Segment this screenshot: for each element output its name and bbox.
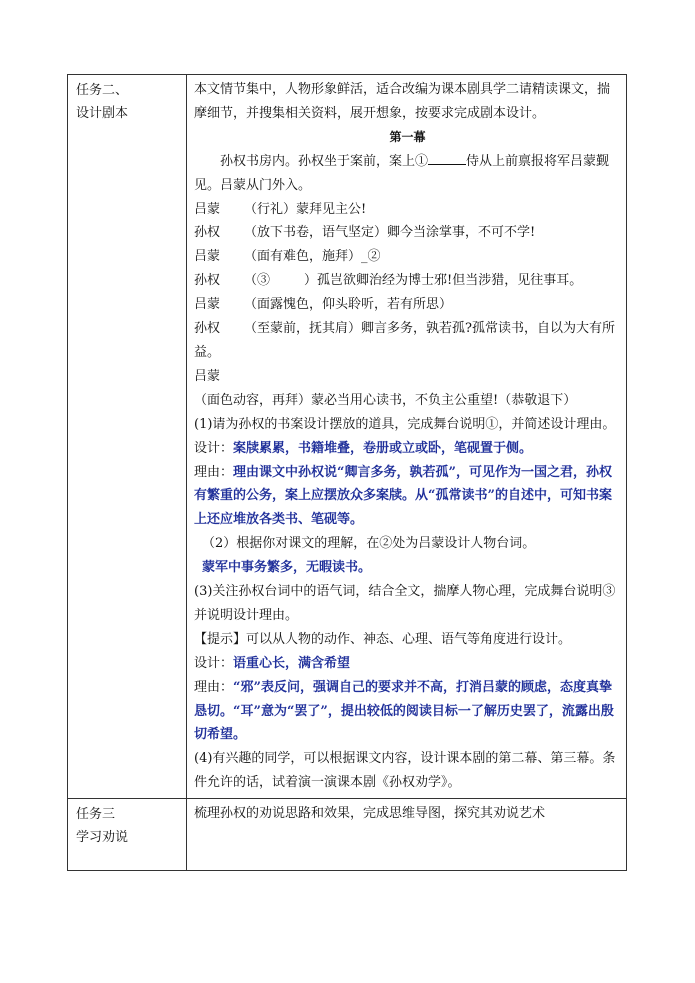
line-text: （面色动容，再拜）蒙必当用心读书，不负主公重望!（恭敬退下） [194, 392, 577, 408]
speaker: 孙权 [194, 321, 221, 337]
task2-title-line1: 任务二、 [76, 83, 129, 98]
line-text-post: ）孤岂欲卿治经为博士邪!但当涉猎，见往事耳。 [304, 273, 583, 289]
line-text: （面有难色，施拜）_② [244, 249, 381, 265]
task2-label-cell [68, 75, 187, 799]
dialogue-line [194, 293, 621, 317]
question-3: (3)关注孙权台词中的语气词，结合全文，揣摩人物心理，完成舞台说明③并说明设计理由。 [194, 584, 616, 623]
task2-row [68, 75, 627, 799]
scene-description [194, 150, 621, 198]
q2-answer: 蒙军中事务繁多，无暇读书。 [202, 560, 372, 576]
reason-label: 理由： [194, 679, 234, 695]
blank-1 [428, 150, 466, 165]
dialogue-line [194, 269, 621, 293]
question-1: (1)请为孙权的书案设计摆放的道具，完成舞台说明①，并简述设计理由。 [194, 416, 616, 432]
act-title: 第一幕 [389, 129, 426, 144]
task3-row [68, 799, 627, 871]
task3-content-cell [187, 799, 627, 871]
reason-label: 理由： [194, 464, 234, 480]
q3-design-answer: 语重心长，满含希望 [233, 655, 351, 671]
q1-reason [194, 461, 621, 533]
speaker: 吕蒙 [194, 368, 221, 384]
scene-pre: 孙权书房内。孙权坐于案前，案上① [220, 153, 429, 169]
q3-reason-answer: “邪”表反问，强调自己的要求并不高，打消吕蒙的顾虑，态度真挚恳切。“耳”意为“罢了”，提出较低的阅读目标一了解历史罢了，流露出殷切希望。 [194, 679, 614, 743]
speaker: 吕蒙 [194, 201, 221, 217]
design-label: 设计： [194, 655, 234, 671]
task3-title-line2: 学习劝说 [76, 830, 129, 846]
speaker: 吕蒙 [194, 297, 221, 313]
task3-label-cell [68, 799, 187, 871]
question-2: （2）根据你对课文的理解，在②处为吕蒙设计人物台词。 [202, 536, 536, 552]
q3-tip: 【提示】可以从人物的动作、神态、心理、语气等角度进行设计。 [194, 631, 572, 647]
design-label: 设计： [194, 440, 234, 456]
scene-post: 侍从上前禀报将军吕蒙觐见。吕蒙从门外入。 [194, 153, 610, 193]
task2-intro: 本文情节集中，人物形象鲜活，适合改编为课本剧具学二请精读课文，揣摩细节，并搜集相关资料，展开想象，按要求完成剧本设计。 [194, 82, 611, 121]
dialogue-line [194, 221, 621, 245]
q3-design [194, 652, 621, 676]
line-text: （放下书卷，语气坚定）卿今当涂掌事，不可不学! [244, 225, 536, 241]
line-text: （行礼）蒙拜见主公! [244, 201, 367, 217]
dialogue-line [194, 317, 621, 365]
task2-title-line2: 设计剧本 [76, 106, 129, 121]
question-4: (4)有兴趣的同学，可以根据课文内容，设计课本剧的第二幕、第三幕。条件允许的话，试着演一演课本剧《孙权劝学》。 [194, 751, 616, 791]
q1-design [194, 437, 621, 461]
dialogue-line [194, 198, 621, 222]
speaker: 孙权 [194, 273, 221, 289]
q3-reason [194, 676, 621, 748]
q1-design-answer: 案牍累累，书籍堆叠，卷册或立或卧，笔砚置于侧。 [233, 440, 533, 456]
speaker: 吕蒙 [194, 249, 221, 265]
dialogue-line [194, 245, 621, 269]
task3-title-line1: 任务三 [76, 807, 116, 823]
line-text: （面露愧色，仰头聆听，若有所思） [244, 297, 453, 313]
task2-content-cell [187, 75, 627, 799]
lesson-table [67, 74, 627, 871]
task2-title [68, 75, 186, 125]
speaker: 孙权 [194, 225, 221, 241]
task3-title [68, 799, 186, 849]
line-text-pre: （③ [244, 273, 271, 289]
q1-reason-answer: 理由课文中孙权说“卿言多务，孰若孤”，可见作为一国之君，孙权有繁重的公务，案上应摆放众多案牍。从“孤常读书”的自述中，可知书案上还应堆放各类书、笔砚等。 [194, 464, 612, 528]
task3-text: 梳理孙权的劝说思路和效果，完成思维导图，探究其劝说艺术 [194, 806, 546, 822]
line-text: （至蒙前，抚其肩）卿言多务，孰若孤?孤常读书，自以为大有所益。 [194, 321, 615, 360]
dialogue-line [194, 365, 621, 413]
